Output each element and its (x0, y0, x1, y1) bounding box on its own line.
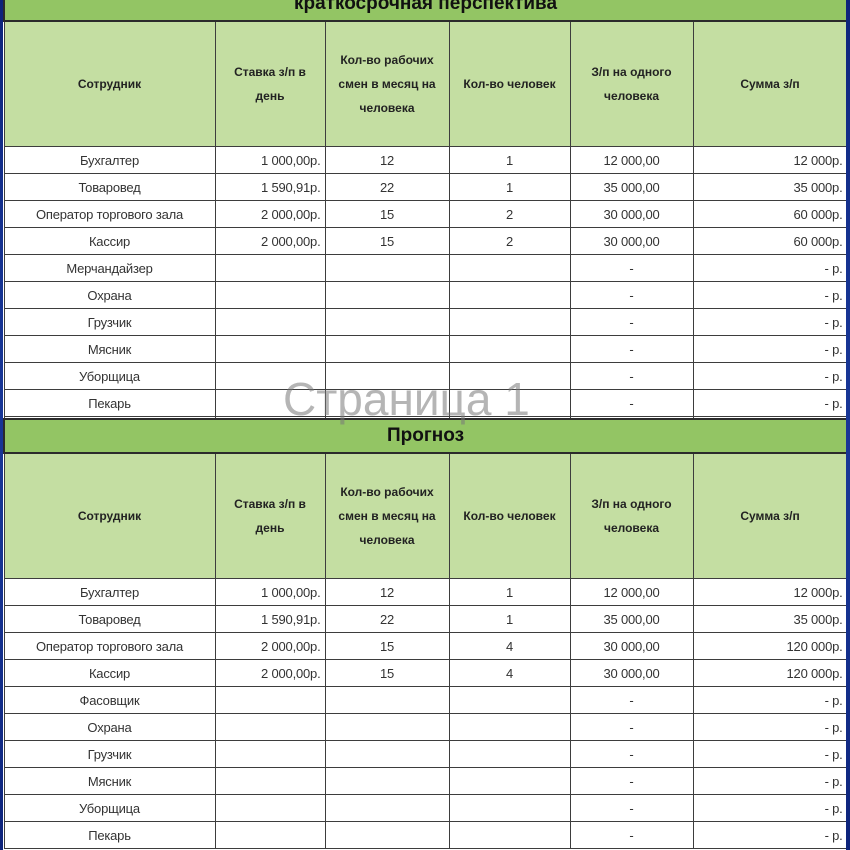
employee-cell[interactable]: Кассир (4, 660, 215, 687)
salary-cell[interactable]: - (570, 255, 693, 282)
header-people-count: Кол-во человек (449, 21, 570, 147)
header-row (4, 21, 846, 147)
shifts-cell[interactable] (325, 714, 449, 741)
table-row (4, 687, 846, 714)
table-row (4, 336, 846, 363)
people-count-cell[interactable] (449, 822, 570, 849)
people-count-cell[interactable]: 1 (449, 147, 570, 174)
shifts-cell[interactable]: 15 (325, 201, 449, 228)
rate-cell[interactable]: 2 000,00р. (215, 201, 325, 228)
people-count-cell[interactable]: 1 (449, 174, 570, 201)
salary-cell[interactable]: - (570, 795, 693, 822)
sum-cell[interactable]: 12 000р. (693, 579, 846, 606)
sum-cell[interactable]: 35 000р. (693, 174, 846, 201)
table-body (4, 147, 846, 444)
employee-cell[interactable]: Пекарь (4, 390, 215, 417)
table-row (4, 768, 846, 795)
rate-cell[interactable]: 1 000,00р. (215, 147, 325, 174)
shifts-cell[interactable] (325, 768, 449, 795)
rate-cell[interactable] (215, 768, 325, 795)
rate-cell[interactable]: 2 000,00р. (215, 660, 325, 687)
rate-cell[interactable] (215, 822, 325, 849)
sum-cell[interactable]: - р. (693, 282, 846, 309)
sum-cell[interactable]: 60 000р. (693, 201, 846, 228)
page-watermark: Страница 1 (283, 373, 530, 425)
table-row (4, 633, 846, 660)
sum-cell[interactable]: - р. (693, 687, 846, 714)
people-count-cell[interactable]: 1 (449, 579, 570, 606)
rate-cell[interactable] (215, 282, 325, 309)
salary-cell[interactable]: - (570, 336, 693, 363)
salary-cell[interactable]: 30 000,00 (570, 633, 693, 660)
people-count-cell[interactable] (449, 282, 570, 309)
header-rate: Ставка з/п в день (215, 21, 325, 147)
salary-cell[interactable]: - (570, 390, 693, 417)
salary-cell[interactable]: 12 000,00 (570, 147, 693, 174)
people-count-cell[interactable] (449, 687, 570, 714)
header-salary: З/п на одного человека (570, 453, 693, 579)
shifts-cell[interactable] (325, 390, 449, 417)
header-sum: Сумма з/п (693, 453, 846, 579)
table-title: Прогноз (4, 419, 846, 453)
rate-cell[interactable] (215, 309, 325, 336)
rate-cell[interactable] (215, 741, 325, 768)
rate-cell[interactable] (215, 795, 325, 822)
table-row (4, 741, 846, 768)
people-count-cell[interactable] (449, 768, 570, 795)
employee-cell[interactable]: Бухгалтер (4, 147, 215, 174)
people-count-cell[interactable] (449, 363, 570, 390)
table-row (4, 363, 846, 390)
sum-cell[interactable]: - р. (693, 363, 846, 390)
rate-cell[interactable]: 1 590,91р. (215, 606, 325, 633)
sum-cell[interactable]: - р. (693, 714, 846, 741)
sum-cell[interactable]: 35 000р. (693, 606, 846, 633)
people-count-cell[interactable] (449, 336, 570, 363)
rate-cell[interactable] (215, 336, 325, 363)
employee-cell[interactable]: Мясник (4, 336, 215, 363)
sum-cell[interactable]: - р. (693, 390, 846, 417)
employee-cell[interactable]: Мясник (4, 768, 215, 795)
employee-cell[interactable]: Уборщица (4, 363, 215, 390)
people-count-cell[interactable] (449, 255, 570, 282)
shifts-cell[interactable] (325, 255, 449, 282)
rate-cell[interactable] (215, 687, 325, 714)
people-count-cell[interactable] (449, 795, 570, 822)
shifts-cell[interactable] (325, 336, 449, 363)
employee-cell[interactable]: Товаровед (4, 606, 215, 633)
rate-cell[interactable]: 1 000,00р. (215, 579, 325, 606)
people-count-cell[interactable]: 2 (449, 201, 570, 228)
table-body (4, 579, 846, 849)
salary-cell[interactable]: - (570, 687, 693, 714)
table-row (4, 255, 846, 282)
salary-cell[interactable]: - (570, 768, 693, 795)
table-row (4, 606, 846, 633)
shifts-cell[interactable]: 22 (325, 606, 449, 633)
salary-cell[interactable]: - (570, 822, 693, 849)
salary-cell[interactable]: 30 000,00 (570, 228, 693, 255)
sum-cell[interactable]: - р. (693, 822, 846, 849)
header-rate: Ставка з/п в день (215, 453, 325, 579)
employee-cell[interactable]: Охрана (4, 282, 215, 309)
table-row (4, 228, 846, 255)
sum-cell[interactable]: - р. (693, 336, 846, 363)
employee-cell[interactable]: Кассир (4, 228, 215, 255)
employee-cell[interactable]: Грузчик (4, 741, 215, 768)
table-row (4, 309, 846, 336)
salary-cell[interactable]: - (570, 282, 693, 309)
shifts-cell[interactable] (325, 795, 449, 822)
employee-cell[interactable]: Мерчандайзер (4, 255, 215, 282)
sum-cell[interactable]: - р. (693, 768, 846, 795)
header-employee: Сотрудник (4, 21, 215, 147)
shifts-cell[interactable]: 15 (325, 633, 449, 660)
people-count-cell[interactable] (449, 714, 570, 741)
people-count-cell[interactable]: 2 (449, 228, 570, 255)
table-short-term (3, 0, 846, 444)
salary-cell[interactable]: - (570, 363, 693, 390)
people-count-cell[interactable] (449, 741, 570, 768)
people-count-cell[interactable] (449, 390, 570, 417)
people-count-cell[interactable]: 4 (449, 660, 570, 687)
sum-cell[interactable]: 120 000р. (693, 660, 846, 687)
header-employee: Сотрудник (4, 453, 215, 579)
sum-cell[interactable]: 60 000р. (693, 228, 846, 255)
salary-cell[interactable]: 30 000,00 (570, 660, 693, 687)
header-shifts: Кол-во рабочих смен в месяц на человека (325, 21, 449, 147)
sum-cell[interactable]: - р. (693, 309, 846, 336)
employee-cell[interactable]: Пекарь (4, 822, 215, 849)
table-row (4, 822, 846, 849)
shifts-cell[interactable]: 12 (325, 147, 449, 174)
employee-cell[interactable]: Грузчик (4, 309, 215, 336)
table-row (4, 201, 846, 228)
rate-cell[interactable]: 1 590,91р. (215, 174, 325, 201)
sum-cell[interactable]: - р. (693, 255, 846, 282)
table-row (4, 147, 846, 174)
sum-cell[interactable]: 12 000р. (693, 147, 846, 174)
header-sum: Сумма з/п (693, 21, 846, 147)
people-count-cell[interactable]: 4 (449, 633, 570, 660)
sum-cell[interactable]: 120 000р. (693, 633, 846, 660)
header-shifts: Кол-во рабочих смен в месяц на человека (325, 453, 449, 579)
table-row (4, 282, 846, 309)
salary-cell[interactable]: 35 000,00 (570, 606, 693, 633)
rate-cell[interactable]: 2 000,00р. (215, 633, 325, 660)
shifts-cell[interactable]: 12 (325, 579, 449, 606)
salary-cell[interactable]: 35 000,00 (570, 174, 693, 201)
table-row (4, 660, 846, 687)
table-title: краткосрочная перспектива (4, 0, 846, 21)
people-count-cell[interactable] (449, 309, 570, 336)
employee-cell[interactable]: Уборщица (4, 795, 215, 822)
table-row (4, 795, 846, 822)
shifts-cell[interactable] (325, 363, 449, 390)
header-people-count: Кол-во человек (449, 453, 570, 579)
table-forecast (3, 418, 846, 849)
table-row (4, 174, 846, 201)
sum-cell[interactable]: - р. (693, 795, 846, 822)
shifts-cell[interactable]: 15 (325, 228, 449, 255)
salary-cell[interactable]: 30 000,00 (570, 201, 693, 228)
employee-cell[interactable]: Товаровед (4, 174, 215, 201)
shifts-cell[interactable] (325, 741, 449, 768)
spreadsheet-sheet (3, 0, 846, 850)
employee-cell[interactable]: Бухгалтер (4, 579, 215, 606)
table-row (4, 714, 846, 741)
shifts-cell[interactable] (325, 282, 449, 309)
rate-cell[interactable] (215, 255, 325, 282)
shifts-cell[interactable] (325, 687, 449, 714)
people-count-cell[interactable]: 1 (449, 606, 570, 633)
header-row (4, 453, 846, 579)
shifts-cell[interactable] (325, 822, 449, 849)
shifts-cell[interactable]: 15 (325, 660, 449, 687)
salary-cell[interactable]: - (570, 741, 693, 768)
salary-cell[interactable]: - (570, 714, 693, 741)
employee-cell[interactable]: Фасовщик (4, 687, 215, 714)
rate-cell[interactable] (215, 363, 325, 390)
sum-cell[interactable]: - р. (693, 741, 846, 768)
table-row (4, 579, 846, 606)
header-salary: З/п на одного человека (570, 21, 693, 147)
rate-cell[interactable] (215, 714, 325, 741)
shifts-cell[interactable]: 22 (325, 174, 449, 201)
employee-cell[interactable]: Оператор торгового зала (4, 633, 215, 660)
employee-cell[interactable]: Охрана (4, 714, 215, 741)
rate-cell[interactable] (215, 390, 325, 417)
table-row (4, 390, 846, 417)
salary-cell[interactable]: - (570, 309, 693, 336)
rate-cell[interactable]: 2 000,00р. (215, 228, 325, 255)
employee-cell[interactable]: Оператор торгового зала (4, 201, 215, 228)
shifts-cell[interactable] (325, 309, 449, 336)
salary-cell[interactable]: 12 000,00 (570, 579, 693, 606)
